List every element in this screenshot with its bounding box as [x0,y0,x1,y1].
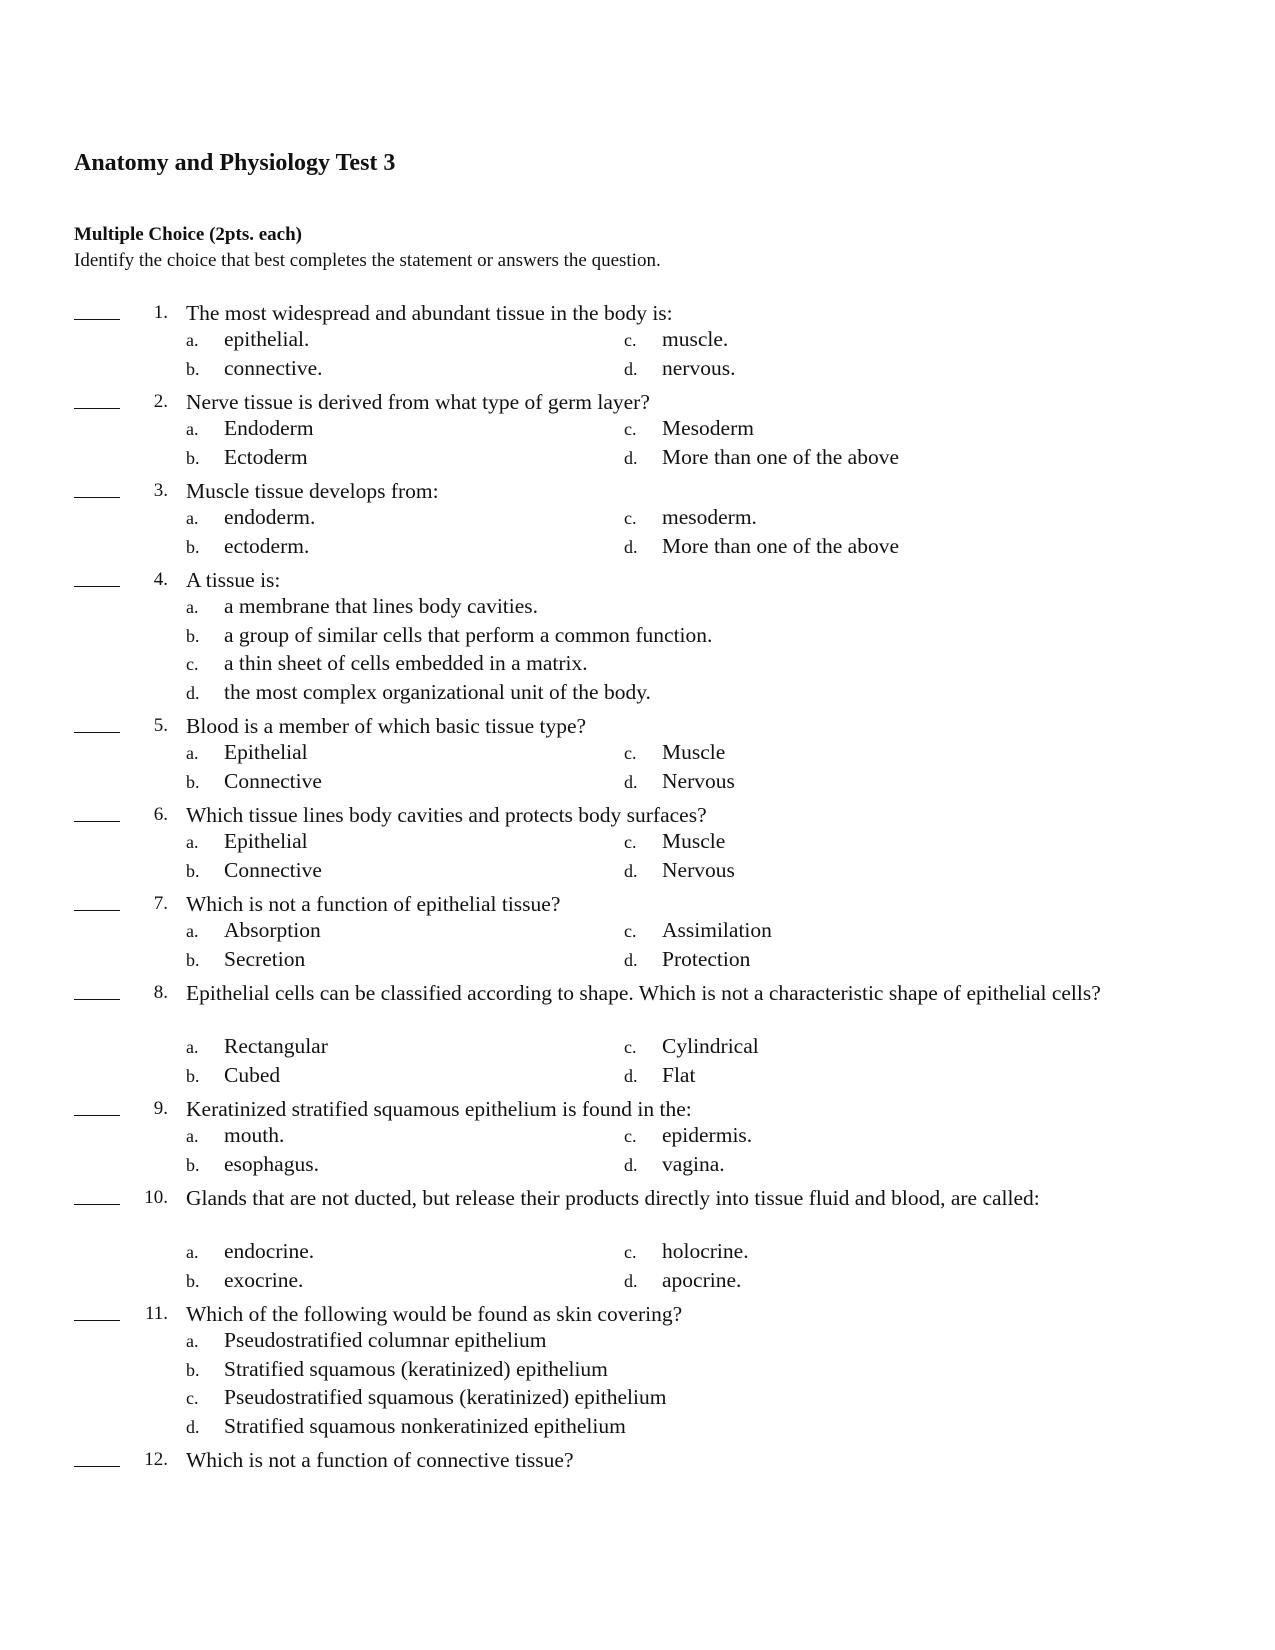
answer-choice [624,918,772,943]
question-text: Glands that are not ducted, but release their products directly into tissue fluid and blood, are called: [186,1186,1040,1210]
choice-row [0,1123,1275,1152]
choice-letter: d. [624,1065,638,1086]
question-header [0,802,1275,829]
choice-text: Mesoderm [662,416,754,440]
answer-choice [624,1034,759,1059]
choice-letter: b. [186,949,200,970]
choice-text: Absorption [224,918,321,942]
choice-text: Protection [662,946,751,971]
choice-row [0,594,1275,623]
question-item [0,980,1275,1091]
question-item [0,1447,1275,1474]
choice-letter: d. [624,536,638,557]
question-number: 8. [153,982,168,1003]
choice-letter: c. [186,1388,199,1408]
choice-text: exocrine. [224,1267,304,1292]
answer-choice [186,680,651,705]
choice-text: Epithelial [224,829,308,853]
section-heading: Multiple Choice (2pts. each) [74,224,302,245]
answer-choice [186,740,308,765]
choice-row [0,534,1275,563]
choice-text: More than one of the above [662,444,900,469]
choice-text: Epithelial [224,740,308,764]
choice-row [0,1063,1275,1092]
answer-choice [186,445,308,470]
choice-list [0,1328,1275,1442]
question-header [0,980,1275,1034]
question-header [0,1096,1275,1123]
choice-text: Connective [224,857,322,882]
page-title: Anatomy and Physiology Test 3 [74,150,396,176]
choice-text: vagina. [662,1151,725,1176]
choice-list [0,1034,1275,1091]
choice-text: esophagus. [224,1151,319,1176]
choice-list [0,918,1275,975]
question-number: 3. [153,480,168,501]
answer-choice [624,327,728,352]
choice-list [0,1123,1275,1180]
choice-text: Assimilation [662,918,772,942]
choice-letter: b. [186,860,200,881]
choice-letter: a. [186,330,199,350]
answer-choice [186,1034,328,1059]
choice-text: Endoderm [224,416,314,440]
choice-letter: d. [624,949,638,970]
choice-text: More than one of the above [662,533,900,558]
choice-letter: a. [186,508,199,528]
question-header [0,567,1275,594]
choice-row [0,1385,1275,1414]
choice-row [0,1357,1275,1386]
choice-text: Muscle [662,740,726,764]
choice-letter: b. [186,625,200,646]
choice-text: apocrine. [662,1267,742,1292]
question-header [0,300,1275,327]
question-text: Keratinized stratified squamous epithelium is found in the: [186,1097,692,1121]
question-header [0,1447,1275,1474]
question-header [0,478,1275,505]
choice-text: Rectangular [224,1034,328,1058]
choice-text: holocrine. [662,1239,749,1263]
answer-choice [624,858,735,883]
question-number: 6. [153,804,168,825]
choice-row [0,505,1275,534]
choice-letter: c. [624,330,637,350]
choice-letter: b. [186,771,200,792]
choice-text: mesoderm. [662,505,757,529]
choice-row [0,1328,1275,1357]
choice-text: Flat [662,1062,696,1087]
question-item [0,891,1275,975]
question-item [0,478,1275,562]
choice-row [0,680,1275,709]
question-header [0,891,1275,918]
choice-row [0,1268,1275,1297]
choice-letter: c. [624,1037,637,1057]
choice-letter: a. [186,832,199,852]
choice-text: a membrane that lines body cavities. [224,594,539,618]
question-text: Which of the following would be found as skin covering? [186,1302,683,1326]
choice-list [0,416,1275,473]
answer-choice [186,1414,626,1439]
choice-letter: d. [186,682,200,703]
choice-row [0,1152,1275,1181]
answer-choice [624,356,735,381]
choice-letter: a. [186,419,199,439]
answer-choice [186,1152,319,1177]
choice-letter: a. [186,1331,199,1351]
choice-row [0,623,1275,652]
choice-row [0,947,1275,976]
answer-choice [624,829,725,854]
question-text: Epithelial cells can be classified according to shape. Which is not a characteristic shape of epithelial cells? [186,981,1101,1005]
choice-text: Cubed [224,1062,281,1087]
question-header [0,1185,1275,1239]
question-item [0,1185,1275,1296]
choice-text: a thin sheet of cells embedded in a matrix. [224,651,588,675]
question-header [0,713,1275,740]
choice-letter: b. [186,1359,200,1380]
question-number: 12. [144,1449,168,1470]
answer-choice [624,445,899,470]
choice-text: the most complex organizational unit of the body. [224,679,651,704]
answer-blank[interactable] [74,1466,120,1467]
choice-letter: d. [624,447,638,468]
choice-row [0,651,1275,680]
answer-choice [624,769,735,794]
answer-choice [186,918,321,943]
answer-choice [186,416,314,441]
question-item [0,802,1275,886]
choice-text: epithelial. [224,327,310,351]
choice-list [0,594,1275,708]
question-item [0,300,1275,384]
question-text: Muscle tissue develops from: [186,479,439,503]
choice-text: Secretion [224,946,306,971]
question-text: Nerve tissue is derived from what type of germ layer? [186,390,650,414]
question-text: A tissue is: [186,568,281,592]
choice-text: mouth. [224,1123,285,1147]
question-text: Which is not a function of epithelial tissue? [186,892,561,916]
choice-letter: b. [186,447,200,468]
question-number: 4. [153,569,168,590]
answer-blank[interactable] [74,999,120,1000]
choice-letter: b. [186,1270,200,1291]
choice-letter: a. [186,743,199,763]
answer-choice [624,1063,695,1088]
answer-choice [624,947,750,972]
question-header [0,389,1275,416]
choice-text: endoderm. [224,505,316,529]
question-text: Which tissue lines body cavities and protects body surfaces? [186,803,707,827]
choice-text: a group of similar cells that perform a common function. [224,622,713,647]
choice-row [0,769,1275,798]
choice-text: endocrine. [224,1239,315,1263]
answer-choice [186,769,322,794]
choice-row [0,356,1275,385]
choice-letter: c. [624,1126,637,1146]
answer-blank[interactable] [74,586,120,587]
choice-text: Ectoderm [224,444,308,469]
answer-choice [186,1385,666,1410]
question-number: 7. [153,893,168,914]
question-list [0,300,1275,1479]
answer-choice [186,1123,284,1148]
answer-choice [186,947,305,972]
answer-choice [186,505,315,530]
choice-letter: a. [186,597,199,617]
choice-list [0,1239,1275,1296]
choice-row [0,1034,1275,1063]
choice-letter: d. [624,1270,638,1291]
answer-choice [624,416,754,441]
choice-text: Muscle [662,829,726,853]
question-item [0,389,1275,473]
choice-text: Nervous [662,768,735,793]
choice-letter: a. [186,1126,199,1146]
answer-choice [624,740,725,765]
answer-choice [186,534,309,559]
section-instructions: Identify the choice that best completes the statement or answers the question. [74,250,661,271]
choice-text: Cylindrical [662,1034,759,1058]
choice-letter: b. [186,358,200,379]
choice-list [0,505,1275,562]
question-number: 10. [144,1187,168,1208]
answer-choice [186,1239,314,1264]
choice-letter: b. [186,1154,200,1175]
choice-letter: a. [186,921,199,941]
answer-choice [186,1357,608,1382]
question-number: 1. [153,302,168,323]
choice-text: ectoderm. [224,533,310,558]
question-number: 11. [144,1303,168,1324]
answer-blank[interactable] [74,1320,120,1321]
choice-letter: a. [186,1242,199,1262]
answer-choice [624,534,899,559]
choice-row [0,327,1275,356]
choice-text: connective. [224,355,323,380]
choice-letter: c. [624,743,637,763]
question-number: 2. [153,391,168,412]
choice-letter: c. [186,654,199,674]
choice-text: Pseudostratified squamous (keratinized) epithelium [224,1385,667,1409]
answer-blank[interactable] [74,910,120,911]
choice-row [0,858,1275,887]
question-number: 5. [153,715,168,736]
choice-letter: b. [186,1065,200,1086]
answer-choice [186,327,309,352]
answer-blank[interactable] [74,497,120,498]
choice-letter: d. [624,1154,638,1175]
answer-blank[interactable] [74,732,120,733]
answer-choice [186,651,588,676]
choice-letter: c. [624,419,637,439]
choice-text: Stratified squamous (keratinized) epithelium [224,1356,608,1381]
choice-row [0,1414,1275,1443]
answer-blank[interactable] [74,408,120,409]
answer-choice [624,1239,749,1264]
answer-choice [186,356,323,381]
question-text: The most widespread and abundant tissue in the body is: [186,301,673,325]
answer-choice [186,858,322,883]
answer-choice [186,1063,280,1088]
answer-choice [186,623,712,648]
choice-list [0,740,1275,797]
choice-row [0,740,1275,769]
choice-row [0,918,1275,947]
choice-list [0,327,1275,384]
question-item [0,713,1275,797]
answer-choice [186,1328,546,1353]
question-header [0,1301,1275,1328]
choice-letter: d. [624,358,638,379]
choice-row [0,829,1275,858]
choice-text: nervous. [662,355,736,380]
answer-choice [624,505,757,530]
choice-row [0,1239,1275,1268]
question-text: Blood is a member of which basic tissue type? [186,714,587,738]
choice-text: Pseudostratified columnar epithelium [224,1328,547,1352]
question-text: Which is not a function of connective tissue? [186,1448,574,1472]
answer-blank[interactable] [74,1204,120,1205]
choice-letter: c. [624,508,637,528]
answer-choice [186,1268,303,1293]
answer-choice [624,1268,741,1293]
answer-choice [186,829,308,854]
choice-letter: d. [186,1416,200,1437]
answer-choice [624,1152,725,1177]
choice-letter: b. [186,536,200,557]
answer-blank[interactable] [74,319,120,320]
choice-letter: a. [186,1037,199,1057]
choice-row [0,445,1275,474]
answer-blank[interactable] [74,821,120,822]
question-item [0,567,1275,708]
choice-list [0,829,1275,886]
choice-letter: d. [624,771,638,792]
choice-text: muscle. [662,327,729,351]
answer-choice [624,1123,752,1148]
answer-blank[interactable] [74,1115,120,1116]
choice-letter: d. [624,860,638,881]
choice-letter: c. [624,832,637,852]
question-number: 9. [153,1098,168,1119]
choice-text: Connective [224,768,322,793]
question-item [0,1301,1275,1442]
choice-row [0,416,1275,445]
choice-letter: c. [624,1242,637,1262]
choice-text: Stratified squamous nonkeratinized epithelium [224,1413,626,1438]
question-item [0,1096,1275,1180]
choice-text: epidermis. [662,1123,753,1147]
choice-text: Nervous [662,857,735,882]
choice-letter: c. [624,921,637,941]
answer-choice [186,594,538,619]
